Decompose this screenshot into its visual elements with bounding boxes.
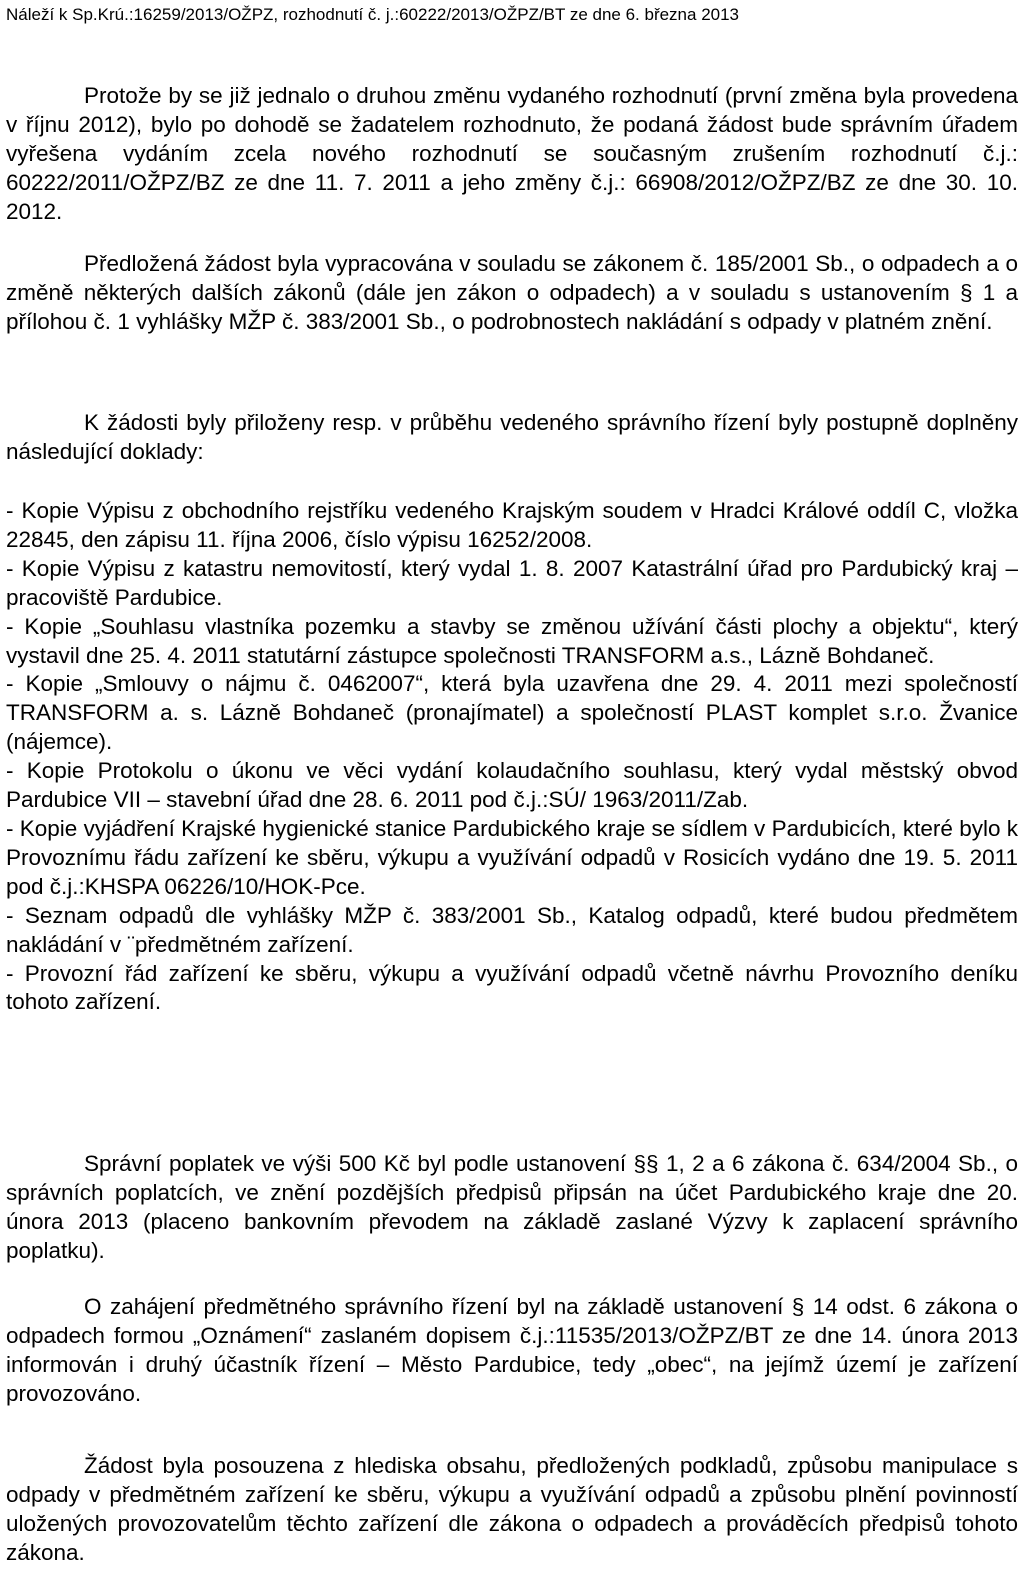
attachment-item: - Kopie Výpisu z obchodního rejstříku vedeného Krajským soudem v Hradci Králové oddíl C, vložka 22845, den zápisu 11. října 2006, číslo výpisu 16252/2008. (6, 498, 1018, 552)
paragraph-decision-change: Protože by se již jednalo o druhou změnu vydaného rozhodnutí (první změna byla provedena v říjnu 2012), bylo po dohodě se žadatelem rozhodnuto, že podaná žádost bude správním úřadem vyřešena vydáním zcela nového rozhodnutí se současným zrušením rozhodnutí č.j.: 60222/2011/OŽPZ/BZ ze dne 11. 7. 2011 a jeho změny č.j.: 66908/2012/OŽPZ/BZ ze dne 30. 10. 2012. (6, 83, 1018, 224)
paragraph-attachments-intro: K žádosti byly přiloženy resp. v průběhu vedeného správního řízení byly postupně doplněny následující doklady: (6, 410, 1018, 464)
attachment-item: - Kopie „Souhlasu vlastníka pozemku a stavby se změnou užívání části plochy a objektu“, který vystavil dne 25. 4. 2011 statutární zástupce společnosti TRANSFORM a.s., Lázně Bohdaneč. (6, 613, 1018, 668)
attachment-item: - Provozní řád zařízení ke sběru, výkupu a využívání odpadů včetně návrhu Provozního deníku tohoto zařízení. (6, 960, 1018, 1015)
attachments-list (6, 497, 1018, 1017)
attachment-item: - Kopie Protokolu o úkonu ve věci vydání kolaudačního souhlasu, který vydal městský obvod Pardubice VII – stavební úřad dne 28. 6. 2011 pod č.j.:SÚ/ 1963/2011/Zab. (6, 758, 1018, 813)
paragraph-proceedings-start: O zahájení předmětného správního řízení byl na základě ustanovení § 14 odst. 6 zákona o odpadech formou „Oznámení“ zaslaném dopisem č.j.:11535/2013/OŽPZ/BT ze dne 14. února 2013 informován i druhý účastník řízení – Město Pardubice, tedy „obec“, na jejímž území je zařízení provozováno. (6, 1294, 1018, 1406)
paragraph-administrative-fee: Správní poplatek ve výši 500 Kč byl podle ustanovení §§ 1, 2 a 6 zákona č. 634/2004 Sb., o správních poplatcích, ve znění pozdějších předpisů připsán na účet Pardubického kraje dne 20. února 2013 (placeno bankovním převodem na základě zaslané Výzvy k zaplacení správního poplatku). (6, 1151, 1018, 1263)
attachment-item: - Seznam odpadů dle vyhlášky MŽP č. 383/2001 Sb., Katalog odpadů, které budou předmětem nakládání v ¨předmětném zařízení. (6, 902, 1018, 957)
paragraph-assessment: Žádost byla posouzena z hlediska obsahu, předložených podkladů, způsobu manipulace s odpady v předmětném zařízení ke sběru, výkupu a využívání odpadů a způsobu plnění povinností uložených provozovatelům těchto zařízení dle zákona o odpadech a prováděcích předpisů tohoto zákona. (6, 1453, 1018, 1565)
document-header: Náleží k Sp.Krú.:16259/2013/OŽPZ, rozhodnutí č. j.:60222/2013/OŽPZ/BT ze dne 6. března 2013 (6, 5, 740, 24)
attachment-item: - Kopie vyjádření Krajské hygienické stanice Pardubického kraje se sídlem v Pardubicích, které bylo k Provoznímu řádu zařízení ke sběru, výkupu a využívání odpadů v Rosicích vydáno dne 19. 5. 2011 pod č.j.:KHSPA 06226/10/HOK-Pce. (6, 815, 1018, 899)
attachment-item: - Kopie „Smlouvy o nájmu č. 0462007“, která byla uzavřena dne 29. 4. 2011 mezi společností TRANSFORM a. s. Lázně Bohdaneč (pronajímatel) a společností PLAST komplet s.r.o. Žvanice (nájemce). (6, 671, 1018, 755)
attachment-item: - Kopie Výpisu z katastru nemovitostí, který vydal 1. 8. 2007 Katastrální úřad pro Pardubický kraj – pracoviště Pardubice. (6, 555, 1018, 610)
paragraph-application-compliance: Předložená žádost byla vypracována v souladu se zákonem č. 185/2001 Sb., o odpadech a o změně některých dalších zákonů (dále jen zákon o odpadech) a v souladu s ustanovením § 1 a přílohou č. 1 vyhlášky MŽP č. 383/2001 Sb., o podrobnostech nakládání s odpady v platném znění. (6, 251, 1018, 334)
